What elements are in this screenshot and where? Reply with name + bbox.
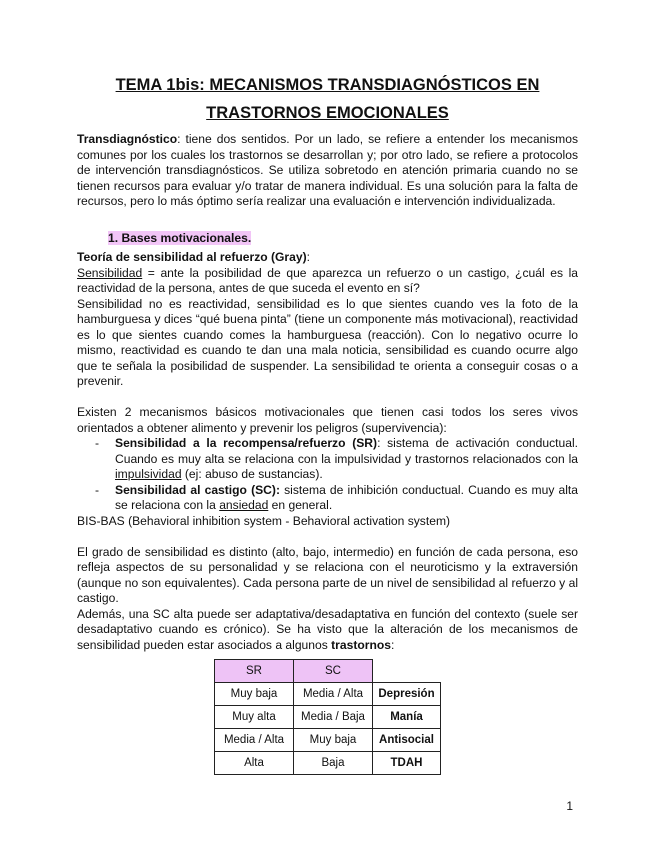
table-row — [215, 706, 441, 729]
page-number: 1 — [566, 799, 573, 813]
theory-title — [77, 250, 578, 266]
mechanisms-paragraph: Existen 2 mecanismos básicos motivacionales que tienen casi todos los seres vivos orientados a obtener alimento y prevenir los peligros (supervivencia): — [77, 405, 578, 435]
theory-title-text: Teoría de sensibilidad al refuerzo (Gray) — [77, 250, 307, 264]
cell-sr: Muy alta — [215, 706, 294, 729]
cell-disorder: Antisocial — [373, 729, 441, 752]
bullet-underlined: ansiedad — [219, 498, 269, 512]
list-item — [77, 436, 578, 483]
definition-paragraph — [77, 266, 578, 297]
bisbas-line: BIS-BAS (Behavioral inhibition system - Behavioral activation system) — [77, 513, 451, 528]
definition-term: Sensibilidad — [77, 265, 143, 280]
bullet-text-end: (ej: abuso de sustancias). — [181, 467, 323, 481]
definition-text: = ante la posibilidad de que aparezca un refuerzo o un castigo, ¿cuál es la reactividad de la persona, antes de que suceda el evento en sí? — [77, 265, 578, 295]
cell-sr: Muy baja — [215, 683, 294, 706]
adaptive-bold: trastornos — [331, 637, 391, 652]
disorders-table — [214, 659, 441, 775]
cell-disorder: TDAH — [373, 752, 441, 775]
intro-term: Transdiagnóstico — [77, 132, 178, 146]
header-sr: SR — [215, 660, 294, 683]
header-sc: SC — [294, 660, 373, 683]
bullet-bold: Sensibilidad a la recompensa/refuerzo (SR) — [115, 436, 378, 450]
dash: - — [95, 482, 100, 497]
cell-sc: Baja — [294, 752, 373, 775]
cell-disorder: Depresión — [373, 683, 441, 706]
table-row — [215, 729, 441, 752]
cell-sr: Media / Alta — [215, 729, 294, 752]
cell-sr: Alta — [215, 752, 294, 775]
cell-sc: Media / Baja — [294, 706, 373, 729]
bullet-underlined: impulsividad — [115, 467, 182, 481]
degree-paragraph: El grado de sensibilidad es distinto (alto, bajo, intermedio) en función de cada persona, eso refleja aspectos de su personalidad y se relaciona con el neuroticismo y la extraversión (aunque no son equivalentes). Cada persona parte de un nivel de sensibilidad al refuerzo y al castigo. — [77, 544, 578, 605]
bullet-text: sistema de inhibición conductual. Cuando es muy alta se relaciona con la — [115, 482, 579, 512]
bullet-text-end: en general. — [268, 498, 333, 512]
table-row — [215, 752, 441, 775]
cell-sc: Media / Alta — [294, 683, 373, 706]
section-heading-text: 1. Bases motivacionales. — [108, 230, 252, 245]
section-heading — [77, 231, 578, 247]
header-empty — [373, 660, 441, 683]
adaptive-text: Además, una SC alta puede ser adaptativa/desadaptativa en función del contexto (suele ser desadaptativo cuando es crónico). Se ha visto que la alteración de los mecanismos de sensibilidad pueden estar asociados a algunos — [77, 606, 578, 652]
cell-sc: Muy baja — [294, 729, 373, 752]
adaptive-paragraph — [77, 607, 578, 654]
document-body — [77, 132, 578, 835]
cell-disorder: Manía — [373, 706, 441, 729]
sensitivity-paragraph: Sensibilidad no es reactividad, sensibilidad es lo que sientes cuando ves la foto de la hamburguesa y dices “qué buena pinta” (tiene un componente más motivacional), reactividad es lo que sientes cuando comes la hamburguesa (reacción). Con lo negativo ocurre lo mismo, reactividad es cuando te dan una mala noticia, sensibilidad es cuando ocurre algo que te señala la posibilidad de suspender. La sensibilidad te orienta a conseguir cosas o a prevenir. — [77, 296, 578, 388]
intro-paragraph — [77, 132, 578, 210]
bullet-text: : sistema de activación conductual. Cuando es muy alta se relaciona con la impulsividad y trastornos relacionados con la — [115, 436, 578, 466]
mechanisms-list — [77, 436, 578, 514]
table-header-row — [215, 660, 441, 683]
adaptive-end: : — [390, 637, 395, 652]
table-row — [215, 683, 441, 706]
bullet-bold: Sensibilidad al castigo (SC): — [115, 482, 280, 497]
page-title-line-1: TEMA 1bis: MECANISMOS TRANSDIAGNÓSTICOS EN — [115, 76, 540, 94]
list-item — [77, 483, 578, 514]
intro-text: : tiene dos sentidos. Por un lado, se refiere a entender los mecanismos comunes por los cuales los trastornos se desarrollan y; por otro lado, se refiere a protocolos de intervención transdiagnósticos. Se utiliza sobretodo en atención primaria cuando no se tienen recursos para evaluar y/o tratar de manera individual. Es una solución para la falta de recursos, pero lo más óptimo sería realizar una evaluación e intervención individualizada. — [77, 132, 578, 208]
dash: - — [95, 436, 100, 450]
page-title-line-2: TRASTORNOS EMOCIONALES — [206, 104, 449, 122]
theory-colon: : — [306, 250, 310, 264]
